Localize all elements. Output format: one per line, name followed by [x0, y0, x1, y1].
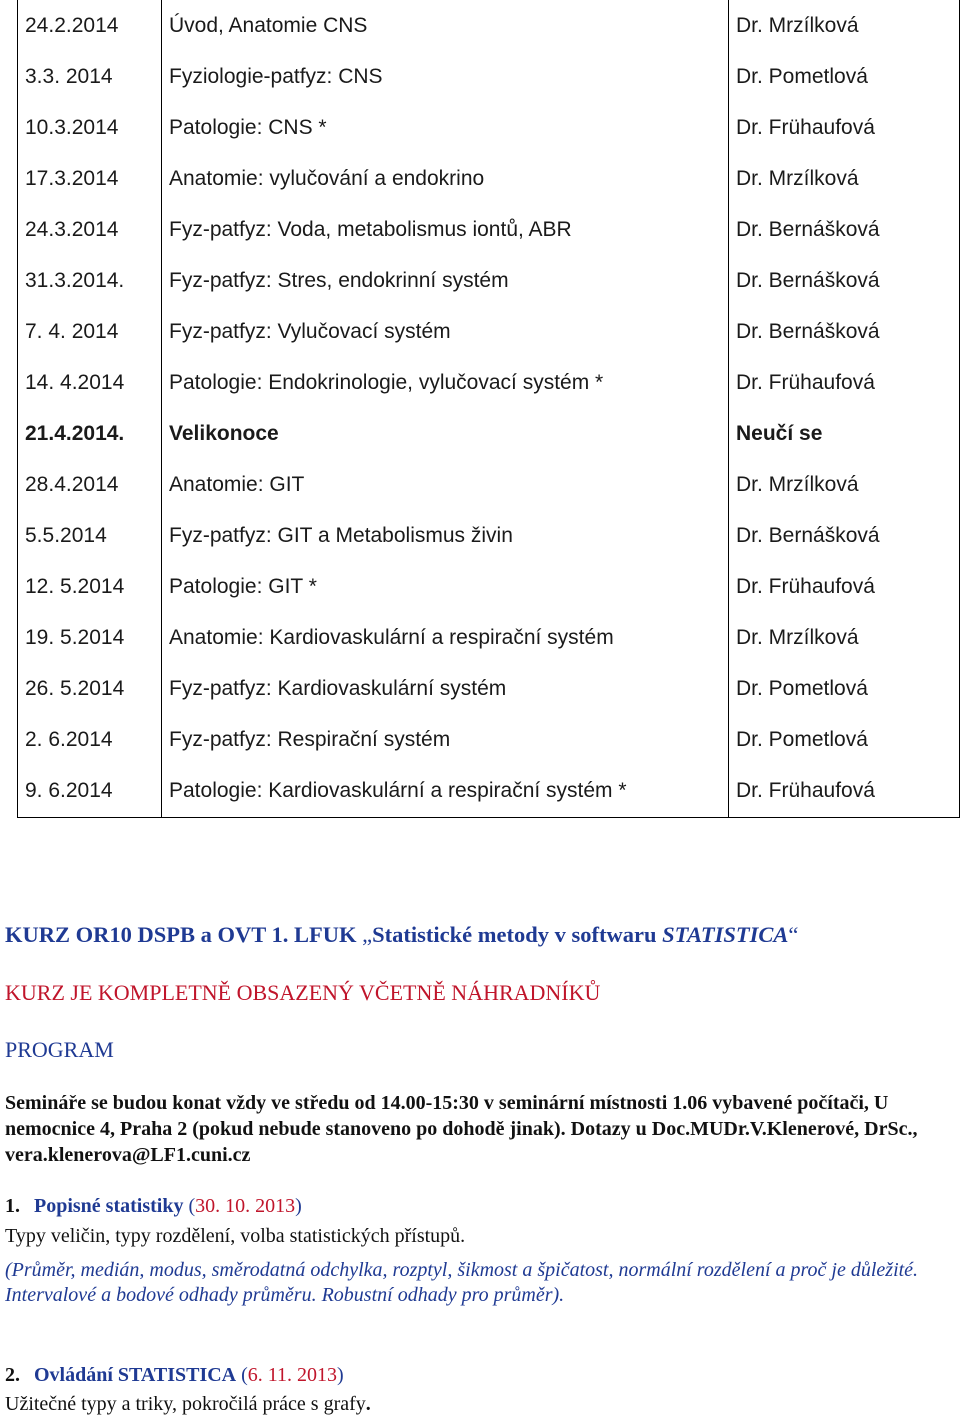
schedule-lecturer-cell: Dr. Pometlová [729, 663, 960, 714]
schedule-date-cell: 31.3.2014. [18, 255, 162, 306]
schedule-row [18, 612, 960, 663]
program-heading: PROGRAM [5, 1037, 114, 1062]
schedule-topic-cell: Fyz-patfyz: Kardiovaskulární systém [162, 663, 729, 714]
schedule-topic-cell: Patologie: Kardiovaskulární a respirační systém * [162, 765, 729, 818]
schedule-date-cell: 12. 5.2014 [18, 561, 162, 612]
schedule-date-cell: 17.3.2014 [18, 153, 162, 204]
schedule-lecturer-cell: Dr. Mrzílková [729, 0, 960, 51]
open-quote: „ [362, 922, 373, 947]
schedule-body [18, 0, 960, 818]
schedule-date-cell: 24.3.2014 [18, 204, 162, 255]
schedule-topic-cell: Fyz-patfyz: GIT a Metabolismus živin [162, 510, 729, 561]
schedule-row [18, 51, 960, 102]
lesson-2-number: 2. [5, 1364, 20, 1386]
schedule-date-cell: 14. 4.2014 [18, 357, 162, 408]
lesson-2-title: Ovládání STATISTICA [34, 1364, 237, 1386]
schedule-topic-cell: Úvod, Anatomie CNS [162, 0, 729, 51]
schedule-row [18, 663, 960, 714]
schedule-lecturer-cell: Dr. Frühaufová [729, 102, 960, 153]
schedule-topic-cell: Anatomie: Kardiovaskulární a respirační systém [162, 612, 729, 663]
schedule-lecturer-cell: Dr. Bernášková [729, 204, 960, 255]
schedule-topic-cell: Patologie: GIT * [162, 561, 729, 612]
schedule-date-cell: 2. 6.2014 [18, 714, 162, 765]
schedule-lecturer-cell: Dr. Frühaufová [729, 561, 960, 612]
schedule-date-cell: 10.3.2014 [18, 102, 162, 153]
schedule-row [18, 255, 960, 306]
lesson-1-heading [5, 1195, 302, 1218]
lesson-1-date-open: ( [183, 1195, 196, 1217]
schedule-row [18, 153, 960, 204]
schedule-lecturer-cell: Dr. Mrzílková [729, 612, 960, 663]
schedule-row [18, 765, 960, 818]
schedule-topic-cell: Patologie: CNS * [162, 102, 729, 153]
lesson-2-date-close: ) [337, 1364, 344, 1386]
schedule-row [18, 102, 960, 153]
schedule-lecturer-cell: Neučí se [729, 408, 960, 459]
schedule-date-cell: 9. 6.2014 [18, 765, 162, 818]
lesson-2-heading [5, 1364, 344, 1387]
lesson-2-description-end: . [365, 1393, 371, 1415]
schedule-topic-cell: Fyz-patfyz: Vylučovací systém [162, 306, 729, 357]
schedule-row [18, 510, 960, 561]
lesson-2-description [5, 1392, 955, 1417]
lesson-2-date: 6. 11. 2013 [247, 1364, 338, 1386]
schedule-row [18, 357, 960, 408]
schedule-topic-cell: Anatomie: vylučování a endokrino [162, 153, 729, 204]
seminar-info: Semináře se budou konat vždy ve středu od 14.00-15:30 v seminární místnosti 1.06 vybavené počítači, U nemocnice 4, Praha 2 (pokud nebude stanoveno po dohodě jinak). Dotazy u Doc.MUDr.V.Klenerové, DrSc., vera.klenerova@LF1.cuni.cz [5, 1092, 918, 1166]
schedule-lecturer-cell: Dr. Mrzílková [729, 459, 960, 510]
schedule-lecturer-cell: Dr. Pometlová [729, 51, 960, 102]
lesson-2-description-text: Užitečné typy a triky, pokročilá práce s grafy [5, 1393, 366, 1415]
schedule-lecturer-cell: Dr. Pometlová [729, 714, 960, 765]
schedule-topic-cell: Fyz-patfyz: Respirační systém [162, 714, 729, 765]
schedule-row [18, 408, 960, 459]
schedule-date-cell: 24.2.2014 [18, 0, 162, 51]
schedule-date-cell: 5.5.2014 [18, 510, 162, 561]
schedule-date-cell: 3.3. 2014 [18, 51, 162, 102]
fullness-notice: KURZ JE KOMPLETNĚ OBSAZENÝ VČETNĚ NÁHRADNÍKŮ [5, 980, 601, 1005]
schedule-lecturer-cell: Dr. Bernášková [729, 255, 960, 306]
lesson-1-title: Popisné statistiky [34, 1195, 184, 1217]
lesson-1-date: 30. 10. 2013 [195, 1195, 296, 1217]
lesson-1-topics: (Průměr, medián, modus, směrodatná odchylka, rozptyl, šikmost a špičatost, normální rozdělení a proč je důležité. Intervalové a bodové odhady průměru. Robustní odhady pro průměr). [5, 1259, 919, 1306]
course-title-prefix: KURZ OR10 DSPB a OVT 1. LFUK [5, 922, 363, 947]
lesson-1-number: 1. [5, 1195, 20, 1217]
schedule-row [18, 204, 960, 255]
schedule-date-cell: 28.4.2014 [18, 459, 162, 510]
schedule-date-cell: 21.4.2014. [18, 408, 162, 459]
close-quote: “ [788, 922, 799, 947]
lesson-1-description: Typy veličin, typy rozdělení, volba statistických přístupů. [5, 1225, 466, 1247]
lesson-2-date-open: ( [236, 1364, 248, 1386]
schedule-row [18, 714, 960, 765]
schedule-lecturer-cell: Dr. Bernášková [729, 510, 960, 561]
lesson-1-date-close: ) [295, 1195, 302, 1217]
course-title-main: Statistické metody v softwaru [372, 922, 663, 947]
software-name: STATISTICA [662, 922, 789, 947]
schedule-lecturer-cell: Dr. Frühaufová [729, 357, 960, 408]
schedule-topic-cell: Patologie: Endokrinologie, vylučovací systém * [162, 357, 729, 408]
schedule-row [18, 306, 960, 357]
schedule-date-cell: 26. 5.2014 [18, 663, 162, 714]
schedule-lecturer-cell: Dr. Mrzílková [729, 153, 960, 204]
schedule-row [18, 459, 960, 510]
schedule-date-cell: 19. 5.2014 [18, 612, 162, 663]
schedule-topic-cell: Fyziologie-patfyz: CNS [162, 51, 729, 102]
schedule-lecturer-cell: Dr. Frühaufová [729, 765, 960, 818]
schedule-topic-cell: Fyz-patfyz: Voda, metabolismus iontů, ABR [162, 204, 729, 255]
schedule-topic-cell: Fyz-patfyz: Stres, endokrinní systém [162, 255, 729, 306]
schedule-date-cell: 7. 4. 2014 [18, 306, 162, 357]
schedule-row [18, 561, 960, 612]
course-title [5, 922, 798, 948]
schedule-table [17, 0, 960, 818]
schedule-topic-cell: Anatomie: GIT [162, 459, 729, 510]
schedule-lecturer-cell: Dr. Bernášková [729, 306, 960, 357]
schedule-topic-cell: Velikonoce [162, 408, 729, 459]
schedule-row [18, 0, 960, 51]
